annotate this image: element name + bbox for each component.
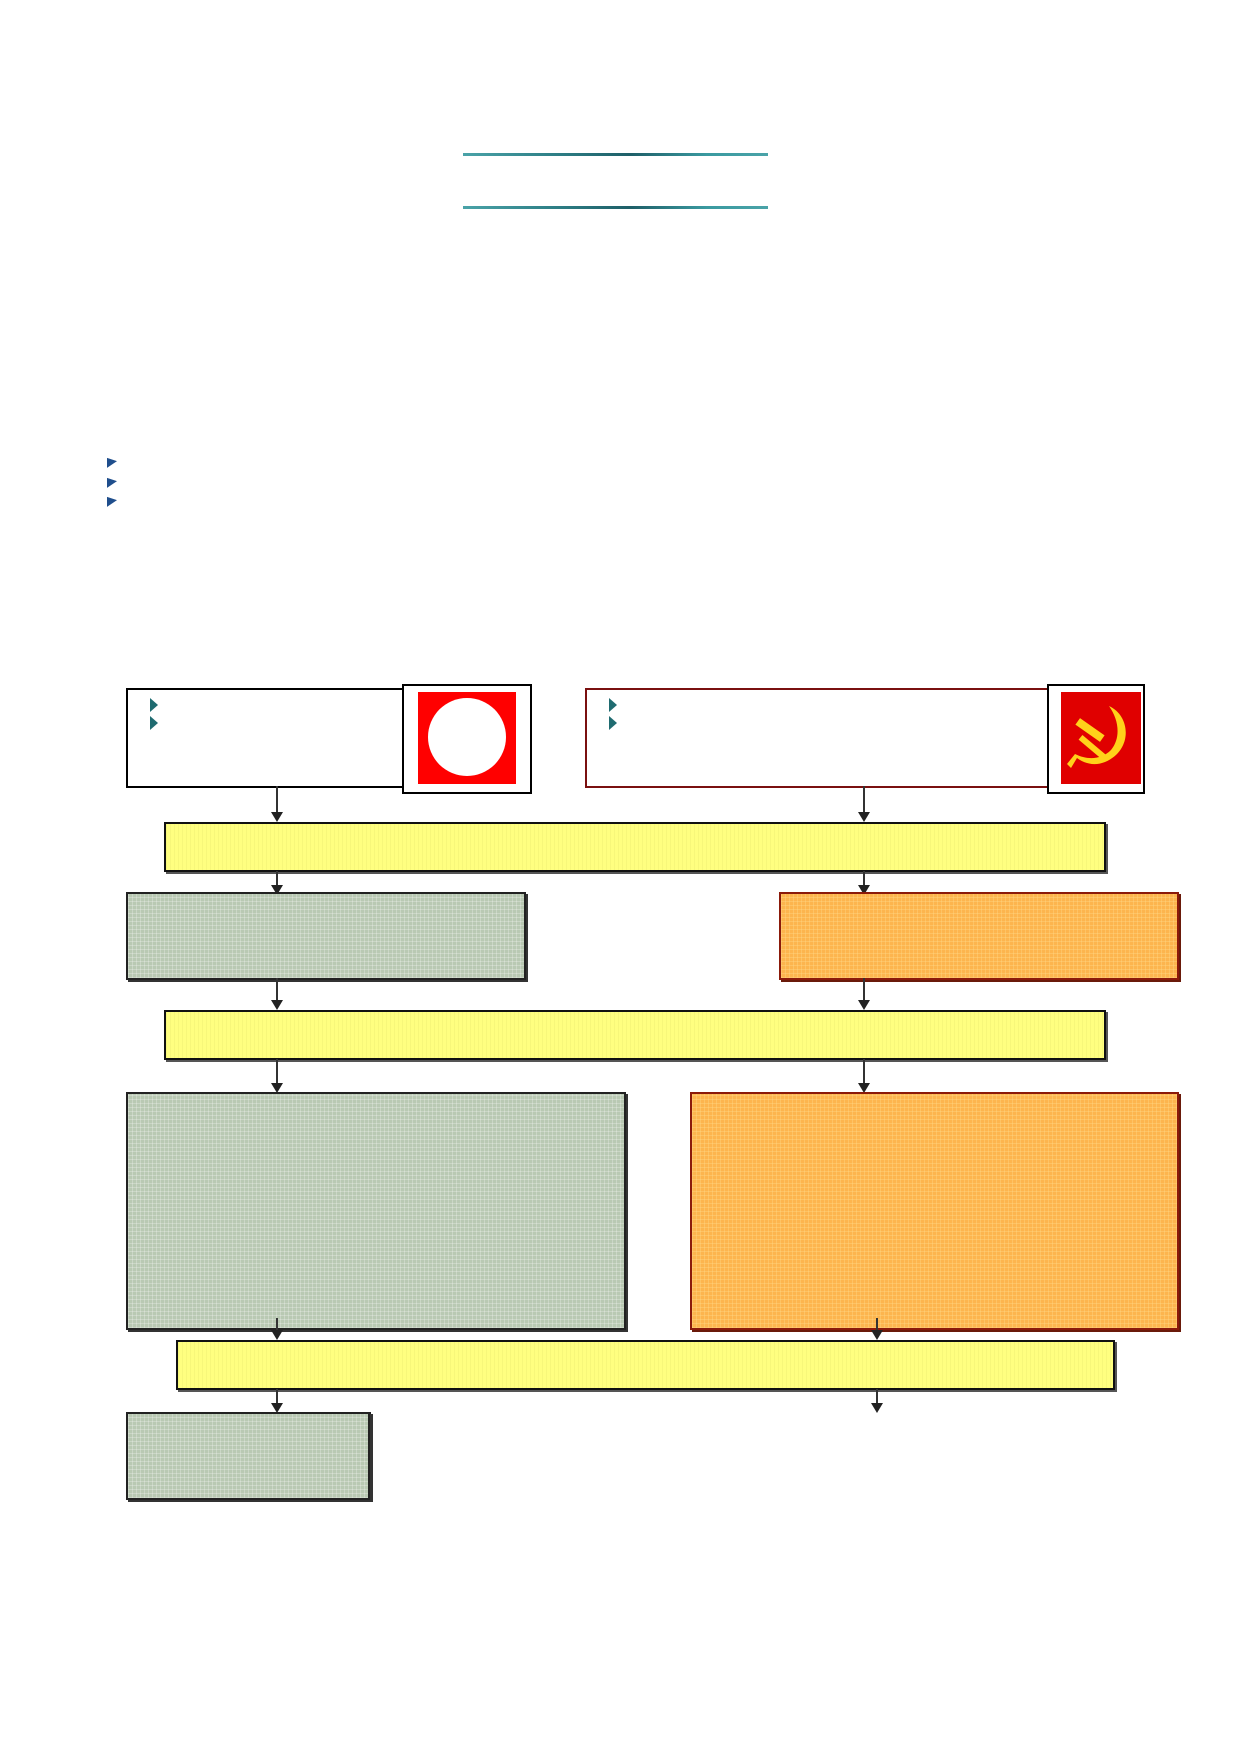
nazisme-bullet (128, 698, 408, 712)
connector-arrow (276, 871, 278, 893)
connector-arrow (876, 1389, 878, 1411)
nazisme-box (126, 688, 410, 788)
brevet-subheading (104, 474, 1130, 494)
connector-arrow (863, 786, 865, 820)
connector-arrow (863, 978, 865, 1008)
connector-arrow (276, 978, 278, 1008)
band-chef-projet (164, 822, 1106, 872)
connector-arrow (863, 871, 865, 893)
connector-arrow (863, 1059, 865, 1091)
stalinisme-bullet (587, 716, 1057, 730)
bullet-arrow-icon (107, 476, 117, 488)
band-societe (164, 1010, 1106, 1060)
band-economie (176, 1340, 1115, 1390)
bullet-triangle-icon (150, 698, 158, 712)
bullet-arrow-icon (107, 495, 117, 507)
hammer-sickle-flag-icon (1061, 692, 1141, 784)
bullet-triangle-icon (609, 698, 617, 712)
brevet-sections (104, 454, 1130, 513)
stalinisme-bullet (587, 698, 1057, 712)
stalin-societe-box (690, 1092, 1179, 1330)
nazisme-bullet (128, 716, 408, 730)
nazi-societe-box (126, 1092, 626, 1330)
nazi-flag-icon (418, 692, 516, 784)
connector-arrow (276, 1059, 278, 1091)
nazi-chef-box (126, 892, 526, 980)
stalin-chef-box (779, 892, 1179, 980)
nazi-flag-frame (402, 684, 532, 794)
connector-arrow (276, 786, 278, 820)
brevet-subheading (104, 454, 1130, 474)
bullet-triangle-icon (609, 716, 617, 730)
bullet-arrow-icon (107, 456, 117, 468)
decorative-rule-bottom (463, 206, 768, 209)
bullet-triangle-icon (150, 716, 158, 730)
stalinisme-box (585, 688, 1059, 788)
soviet-flag-frame (1047, 684, 1145, 794)
nazi-economie-content (126, 1412, 370, 1500)
connector-arrow (276, 1389, 278, 1411)
brevet-subheading (104, 493, 1130, 513)
connector-arrow (876, 1318, 878, 1338)
decorative-rule-top (463, 153, 768, 156)
connector-arrow (276, 1318, 278, 1338)
